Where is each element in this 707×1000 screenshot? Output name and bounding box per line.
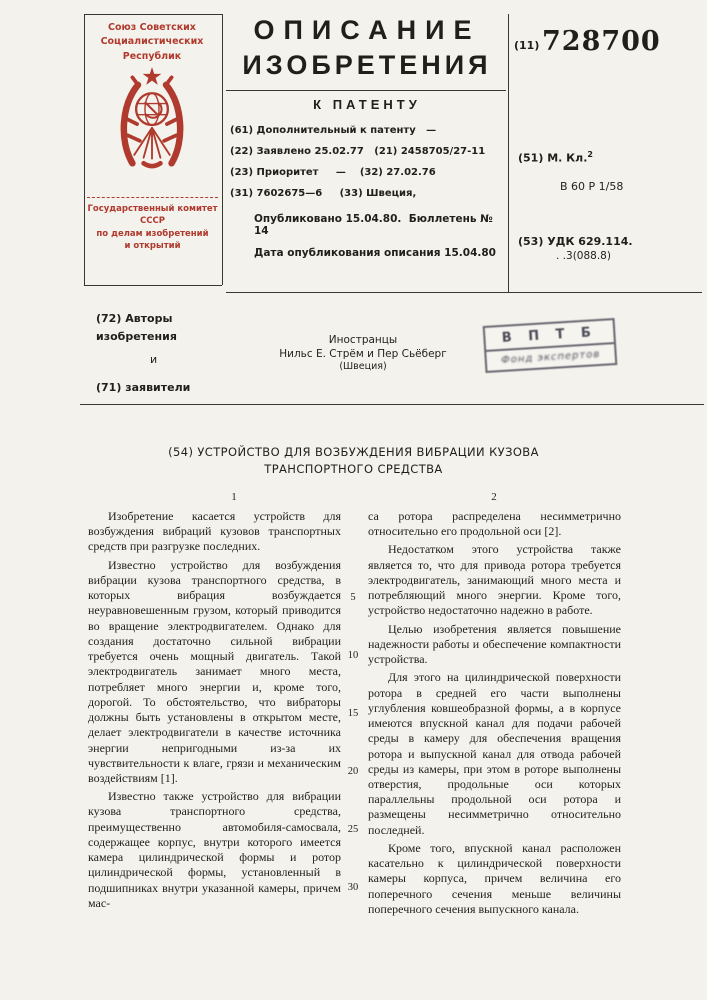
body-column-1: [88, 509, 341, 914]
union-name-block: [86, 21, 218, 64]
authors-label: (72) Авторы изобретения: [96, 312, 177, 343]
line-number-marker: 30: [347, 882, 359, 893]
udc-line1: (53) УДК 629.114.: [518, 235, 633, 248]
field-22-21: (22) Заявлено 25.02.77 (21) 2458705/27-11: [230, 146, 486, 157]
line-number-marker: 5: [350, 592, 356, 603]
divider: [226, 90, 506, 91]
field-61: (61) Дополнительный к патенту —: [230, 125, 437, 136]
divider: [84, 285, 222, 286]
paragraph: са ротора распределена несимметрично относительно его продольной оси [2].: [368, 509, 621, 539]
body-column-2: [368, 509, 621, 920]
divider: [508, 14, 509, 292]
field-publication-date: Дата опубликования описания 15.04.80: [254, 247, 496, 259]
bibliographic-fields: [230, 125, 508, 269]
paragraph: Кроме того, впускной канал расположен касательно к цилиндрической поверхности камеры корпуса, причем величина его поперечного сечения меньше величины поперечного сечения выпускного канала.: [368, 840, 621, 916]
paragraph: Известно устройство для возбуждения вибрации кузова транспортного средства, в которых вибрация возбуждается неуравновешенным грузом, который приводится во вращение электродвигателем. Однако для создания достаточно сильной вибрации требуется очень мощный двигатель. Такой электродвигатель занимает много места, потребляет много энергии и, кроме того, дорогой. То обстоятельство, что вибраторы должны быть установлены в открытом месте, делает электродвигатели в качестве источника энергии непригодными из-за их чувствительности к влаге, грязи и механическим воздействиям [1].: [88, 557, 341, 785]
committee-line: и открытий: [124, 240, 181, 251]
document-type-title: ИЗОБРЕТЕНИЯ: [242, 50, 492, 80]
column-number-2: 2: [491, 491, 497, 503]
paragraph: Недостатком этого устройства также является то, что для привода ротора требуется электродвигатель, занимающий много места и потребляющий много энергии. Кроме того, устройство недостаточно надежно в работе.: [368, 542, 621, 618]
union-line: Союз Советских: [108, 22, 196, 33]
author-names: Нильс Е. Стрём и Пер Сьёберг: [279, 348, 447, 361]
union-line: Республик: [122, 50, 182, 62]
int-class-label: [518, 150, 593, 165]
udc-line2: . .3(088.8): [556, 250, 611, 262]
paragraph: Целью изобретения является повышение надежности работы и обеспечение компактности устройства.: [368, 621, 621, 667]
publication-number-label: (11): [514, 39, 540, 52]
invention-title-line2: ТРАНСПОРТНОГО СРЕДСТВА: [264, 461, 443, 476]
stamp-line2: Фонд экспертов: [500, 348, 601, 366]
divider: [226, 292, 702, 293]
foreigners-note: Иностранцы: [328, 334, 398, 346]
author-country: (Швеция): [339, 361, 387, 373]
line-number-marker: 15: [347, 708, 359, 719]
conjunction-text: и: [150, 353, 158, 366]
paragraph: Изобретение касается устройств для возбуждения вибраций кузовов транспортных средств при разгрузке последних.: [88, 509, 341, 554]
paragraph: Известно также устройство для вибрации кузова транспортного средства, преимущественно автомобиля-самосвала, содержащее корпус, внутри которого имеется камера цилиндрической формы и ротор цилиндрической формы, установленный в подшипниках внутри указанной камеры, причем мас-: [88, 789, 341, 910]
ussr-coat-of-arms-icon: [110, 62, 194, 179]
paragraph: Для этого на цилиндрической поверхности ротора в средней его части выполнены углубления ковшеобразной формы, а в корпусе имеются впускной канал для подачи рабочей среды в камеру для обеспечения вращения ротора и выпускной канал для отвода рабочей среды из камеры, при этом в роторе выполнены отверстия, продольные оси которых параллельны продольной оси ротора и размещены несимметрично относительно последней.: [368, 670, 621, 837]
state-committee-block: [87, 197, 218, 252]
divider: [222, 14, 223, 285]
divider: [80, 404, 704, 405]
invention-title-line1: (54) УСТРОЙСТВО ДЛЯ ВОЗБУЖДЕНИЯ ВИБРАЦИИ КУЗОВА: [168, 445, 539, 459]
column-number-1: 1: [231, 491, 237, 503]
field-published: Опубликовано 15.04.80. Бюллетень № 14: [254, 213, 497, 237]
line-number-marker: 20: [347, 766, 359, 777]
document-subtype: К ПАТЕНТУ: [313, 97, 421, 112]
union-line: Социалистических: [100, 36, 204, 48]
divider: [84, 14, 85, 285]
field-31-33: (31) 7602675—6 (33) Швеция,: [230, 188, 417, 199]
divider: [84, 14, 222, 15]
applicants-label: (71) заявители: [96, 381, 191, 394]
committee-line: Государственный комитет: [87, 204, 218, 214]
stamp-line1: В П Т Б: [485, 320, 614, 352]
publication-number: 728700: [542, 26, 661, 57]
committee-line: СССР: [140, 216, 165, 227]
authors-names-block: [238, 333, 488, 374]
committee-line: по делам изобретений: [96, 228, 209, 239]
line-number-marker: 10: [347, 650, 359, 661]
invention-title: [0, 444, 707, 477]
library-stamp: [483, 318, 618, 373]
document-type-title: ОПИСАНИЕ: [253, 15, 481, 45]
field-23-32: (23) Приоритет — (32) 27.02.76: [230, 167, 436, 178]
int-class-text: (51) М. Кл.: [518, 151, 588, 165]
int-class-sup: 2: [587, 150, 593, 159]
line-number-marker: 25: [347, 824, 359, 835]
int-class-value: В 60 Р 1/58: [560, 180, 624, 193]
